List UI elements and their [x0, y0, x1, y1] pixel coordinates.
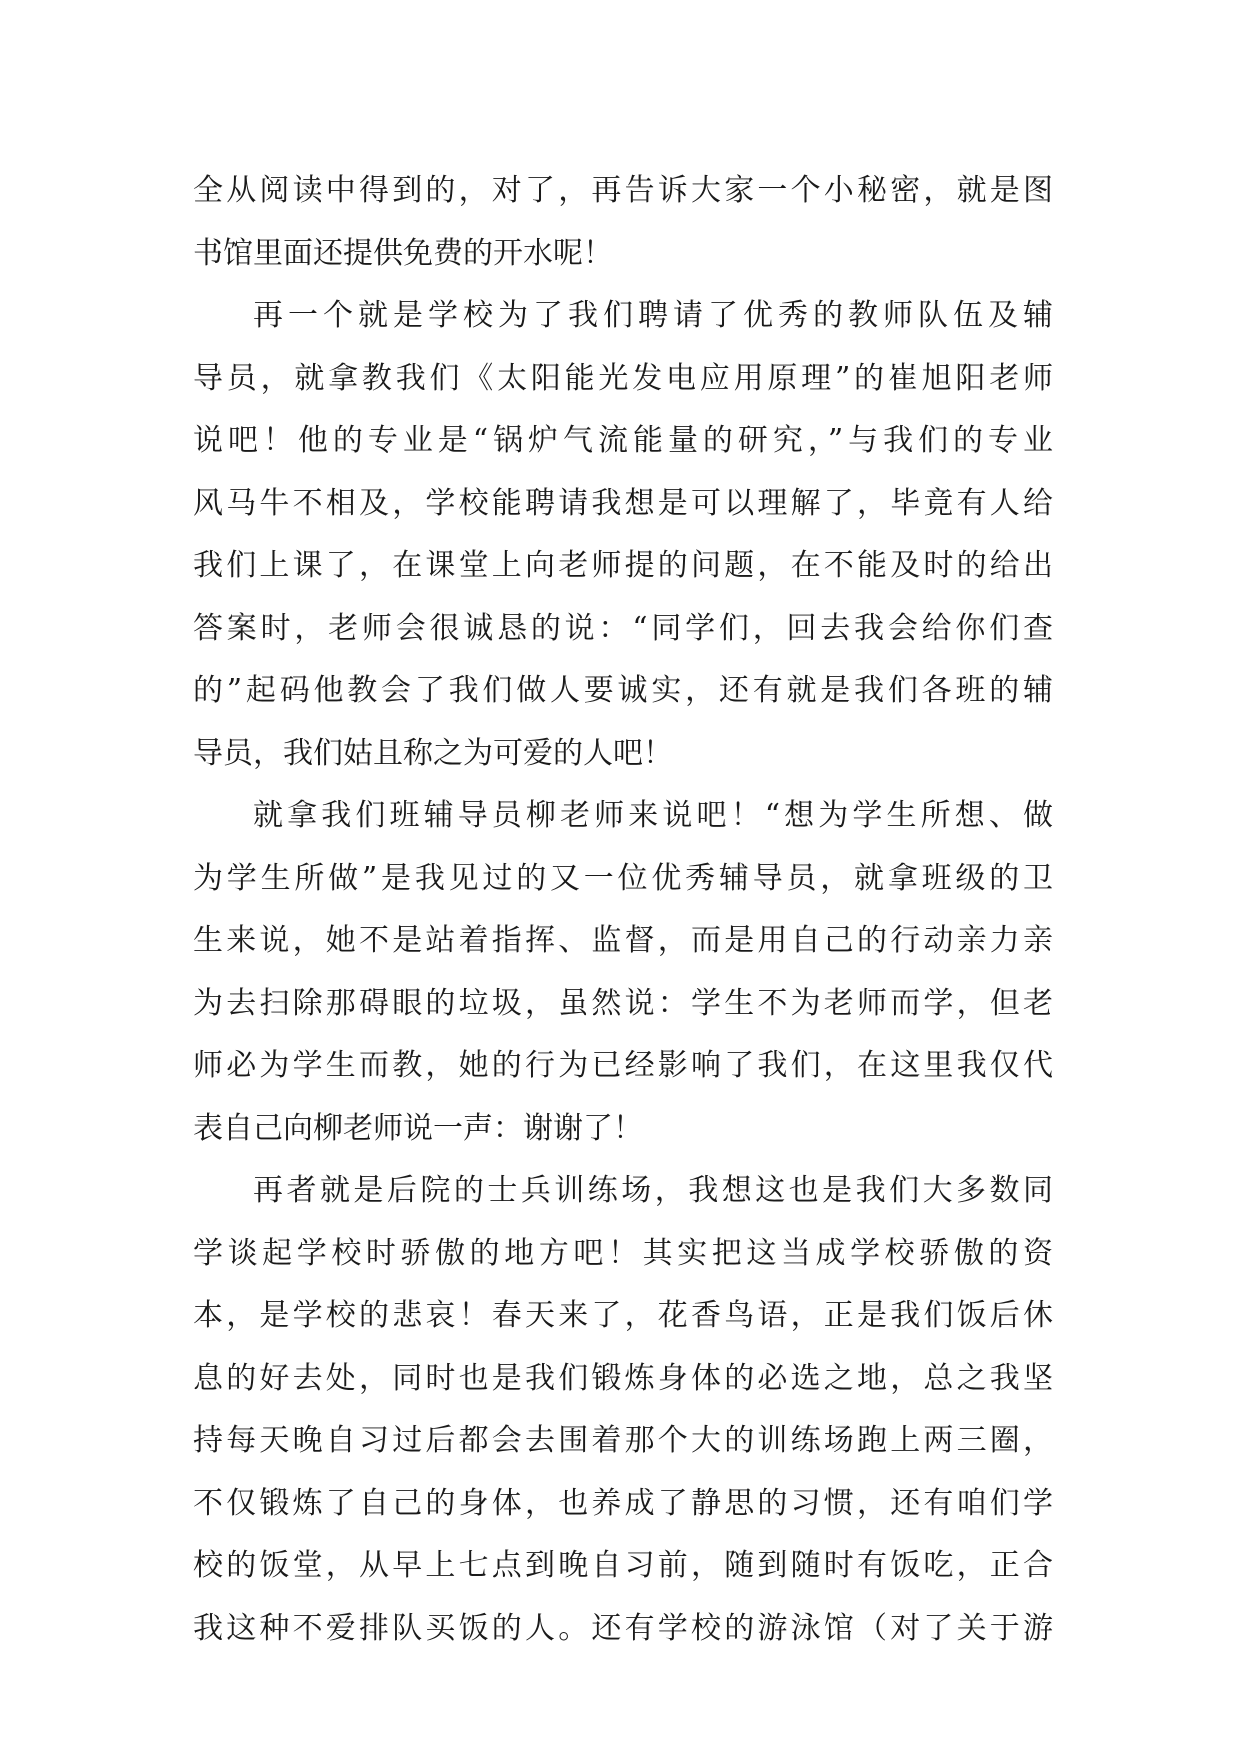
text-line: 的”起码他教会了我们做人要诚实，还有就是我们各班的辅 — [193, 673, 1053, 708]
text-line: 表自己向柳老师说一声：谢谢了！ — [193, 1110, 643, 1146]
text-line: 学谈起学校时骄傲的地方吧！其实把这当成学校骄傲的资 — [193, 1235, 1053, 1271]
text-line: 本，是学校的悲哀！春天来了，花香鸟语，正是我们饭后休 — [193, 1298, 1053, 1333]
text-line: 全从阅读中得到的，对了，再告诉大家一个小秘密，就是图 — [193, 173, 1053, 208]
paragraph-first-line: 再一个就是学校为了我们聘请了优秀的教师队伍及辅 — [253, 298, 1053, 333]
text-line: 风马牛不相及，学校能聘请我想是可以理解了，毕竟有人给 — [193, 485, 1053, 521]
text-line: 说吧！他的专业是“锅炉气流能量的研究，”与我们的专业 — [193, 423, 1053, 458]
text-line: 不仅锻炼了自己的身体，也养成了静思的习惯，还有咱们学 — [193, 1485, 1053, 1521]
text-line: 导员，就拿教我们《太阳能光发电应用原理”的崔旭阳老师 — [193, 360, 1053, 396]
text-line: 息的好去处，同时也是我们锻炼身体的必选之地，总之我坚 — [193, 1360, 1053, 1396]
text-line: 我这种不爱排队买饭的人。还有学校的游泳馆（对了关于游 — [193, 1610, 1053, 1646]
text-line: 导员，我们姑且称之为可爱的人吧！ — [193, 735, 673, 771]
text-line: 书馆里面还提供免费的开水呢！ — [193, 235, 613, 271]
text-line: 为去扫除那碍眼的垃圾，虽然说：学生不为老师而学，但老 — [193, 985, 1053, 1021]
text-line: 答案时，老师会很诚恳的说：“同学们，回去我会给你们查 — [193, 610, 1053, 646]
paragraph-first-line: 就拿我们班辅导员柳老师来说吧！“想为学生所想、做 — [253, 798, 1053, 833]
paragraph-first-line: 再者就是后院的士兵训练场，我想这也是我们大多数同 — [253, 1173, 1053, 1208]
text-line: 生来说，她不是站着指挥、监督，而是用自己的行动亲力亲 — [193, 923, 1053, 958]
document-body — [193, 160, 1053, 1660]
text-line: 持每天晚自习过后都会去围着那个大的训练场跑上两三圈， — [193, 1423, 1053, 1458]
text-line: 我们上课了，在课堂上向老师提的问题，在不能及时的给出 — [193, 548, 1053, 583]
text-line: 师必为学生而教，她的行为已经影响了我们，在这里我仅代 — [193, 1048, 1053, 1083]
text-line: 校的饭堂，从早上七点到晚自习前，随到随时有饭吃，正合 — [193, 1548, 1053, 1583]
text-line: 为学生所做”是我见过的又一位优秀辅导员，就拿班级的卫 — [193, 860, 1053, 896]
